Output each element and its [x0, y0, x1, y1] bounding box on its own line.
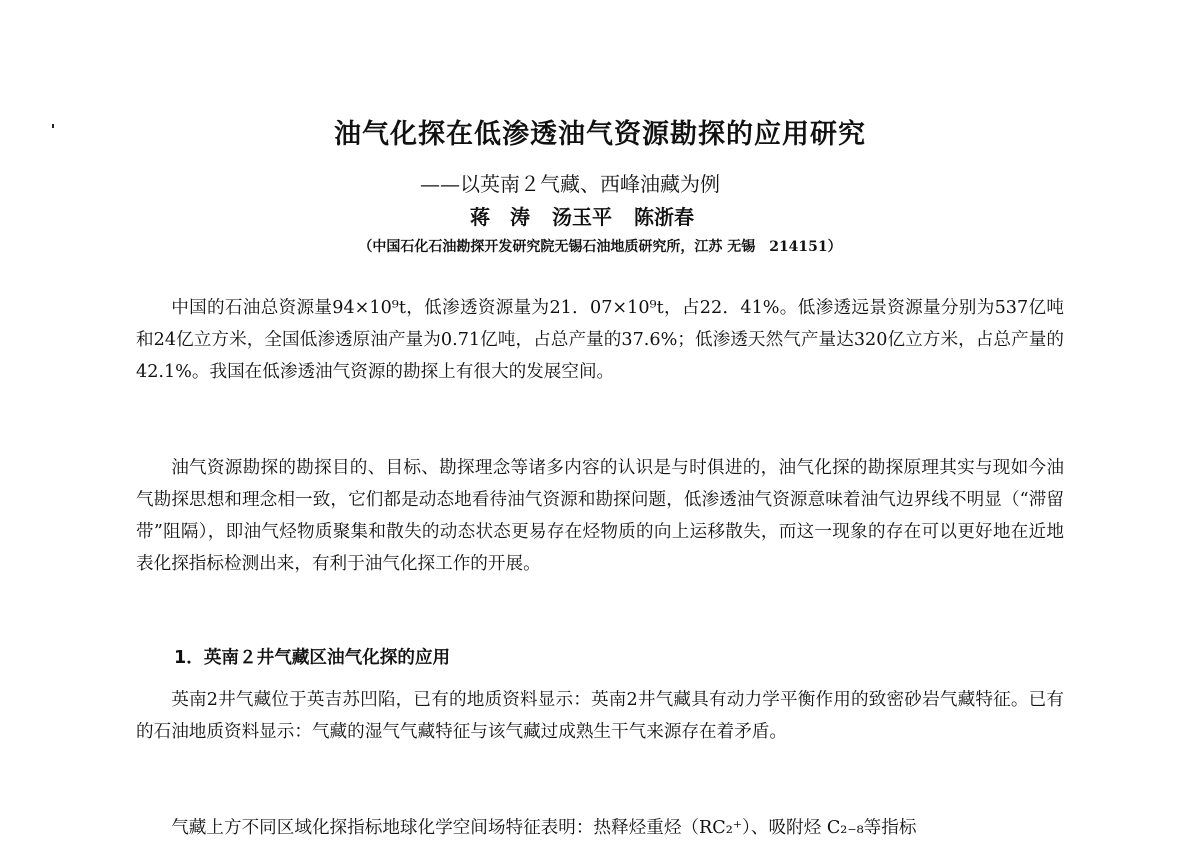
section-heading: 1．英南２井气藏区油气化探的应用 [174, 648, 451, 668]
author-name: 汤玉平 [552, 205, 612, 229]
body-paragraph: 油气资源勘探的勘探目的、目标、勘探理念等诸多内容的认识是与时俱进的，油气化探的勘探原理其实与现如今油气勘探思想和理念相一致，它们都是动态地看待油气资源和勘探问题，低渗透油气资源意味着油气边界线不明显（“滞留带”阻隔），即油气烃物质聚集和散失的动态状态更易存在烃物质的向上运移散失，而这一现象的存在可以更好地在近地表化探指标检测出来，有利于油气化探工作的开展。 [136, 458, 1064, 574]
section-paragraph: 英南2井气藏位于英吉苏凹陷，已有的地质资料显示：英南2井气藏具有动力学平衡作用的致密砂岩气藏特征。已有的石油地质资料显示：气藏的湿气气藏特征与该气藏过成熟生干气来源存在着矛盾。 [136, 690, 1064, 742]
author-name: 陈浙春 [634, 205, 694, 229]
paper-subtitle: ——以英南２气藏、西峰油藏为例 [420, 172, 720, 196]
paper-title: 油气化探在低渗透油气资源勘探的应用研究 [334, 119, 866, 150]
author-name: 蒋 涛 [470, 205, 530, 229]
author-affiliation: （中国石化石油勘探开发研究院无锡石油地质研究所，江苏 无锡 214151） [358, 239, 842, 255]
author-list [470, 201, 716, 230]
section-paragraph: 气藏上方不同区域化探指标地球化学空间场特征表明：热释烃重烃（RC₂⁺）、吸附烃 C₂₋₈等指标 [171, 818, 917, 838]
body-paragraph: 中国的石油总资源量94×10⁹t，低渗透资源量为21．07×10⁹t，占22．41%。低渗透远景资源量分别为537亿吨和24亿立方米，全国低渗透原油产量为0.71亿吨，占总产量的37.6%；低渗透天然气产量达320亿立方米，占总产量的42.1%。我国在低渗透油气资源的勘探上有很大的发展空间。 [136, 298, 1064, 382]
